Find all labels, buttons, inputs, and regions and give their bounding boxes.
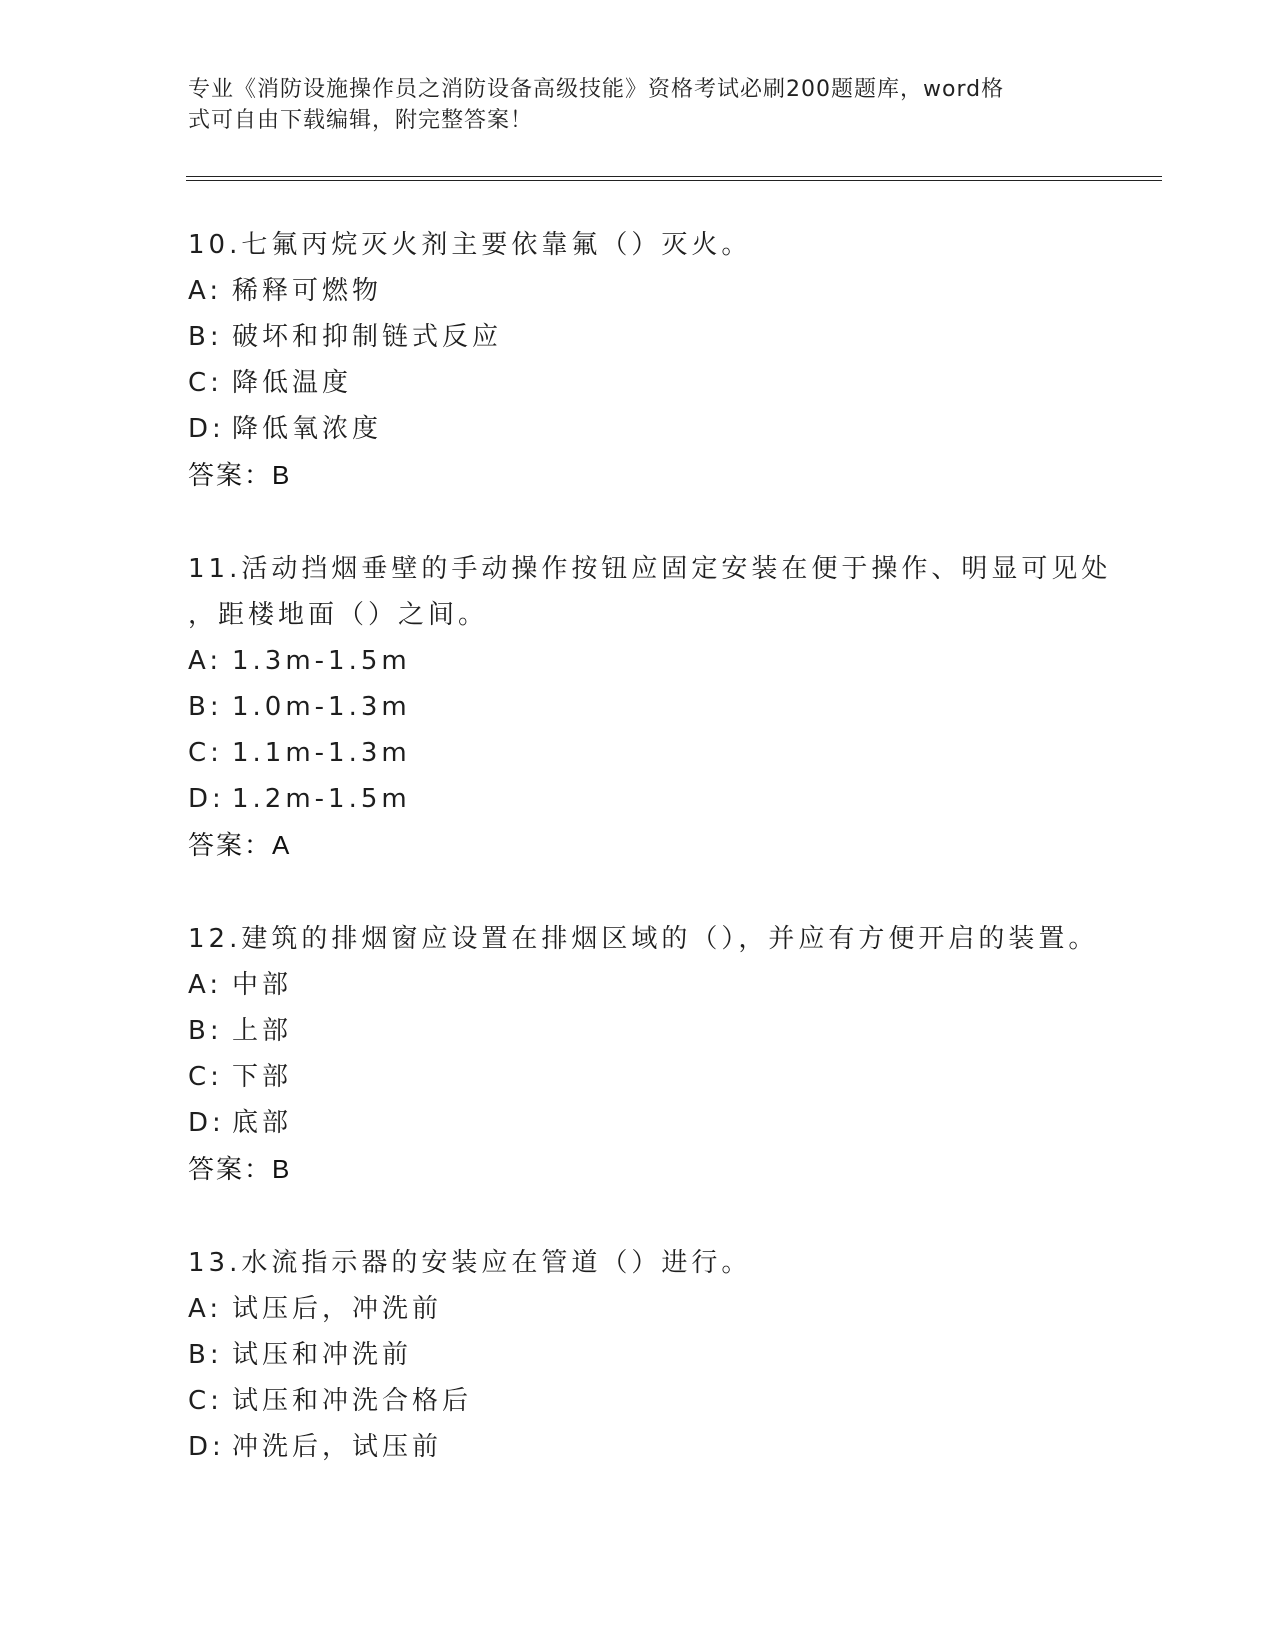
option-key: A:	[188, 970, 223, 1000]
option-c	[188, 1378, 1088, 1424]
option-key: A:	[188, 646, 223, 676]
option-b	[188, 1332, 1088, 1378]
option-key: A:	[188, 276, 223, 306]
option-text: 试压和冲洗前	[232, 1340, 413, 1370]
option-text: 上部	[232, 1016, 293, 1046]
option-text: 下部	[232, 1062, 293, 1092]
question-block-12	[188, 916, 1099, 1192]
option-key: A:	[188, 1294, 223, 1324]
option-b	[188, 314, 1088, 360]
option-d	[188, 776, 1088, 822]
question-block-11	[188, 546, 1112, 868]
option-text: 破坏和抑制链式反应	[232, 322, 503, 352]
option-c	[188, 360, 1088, 406]
option-c	[188, 1054, 1088, 1100]
option-text: 降低氧浓度	[232, 414, 383, 444]
option-a	[188, 962, 1088, 1008]
document-header	[188, 74, 1068, 136]
option-text: 1.2m-1.5m	[232, 784, 411, 814]
option-text: 试压和冲洗合格后	[232, 1386, 473, 1416]
option-key: C:	[188, 1386, 223, 1416]
option-key: C:	[188, 1062, 223, 1092]
option-text: 1.0m-1.3m	[232, 692, 411, 722]
option-c	[188, 730, 1088, 776]
option-key: B:	[188, 1340, 223, 1370]
question-stem: 11.活动挡烟垂壁的手动操作按钮应固定安装在便于操作、明显可见处	[188, 554, 1112, 584]
header-line-2: 式可自由下载编辑，附完整答案！	[188, 108, 534, 133]
question-block-13	[188, 1240, 1088, 1470]
option-text: 中部	[232, 970, 293, 1000]
option-key: D:	[188, 1432, 225, 1462]
question-stem: 10.七氟丙烷灭火剂主要依靠氟（）灭火。	[188, 230, 752, 260]
option-text: 1.3m-1.5m	[232, 646, 411, 676]
option-b	[188, 1008, 1088, 1054]
question-stem: 13.水流指示器的安装应在管道（）进行。	[188, 1248, 752, 1278]
option-key: C:	[188, 368, 223, 398]
option-d	[188, 1100, 1088, 1146]
option-text: 试压后，冲洗前	[232, 1294, 443, 1324]
option-key: D:	[188, 414, 225, 444]
option-d	[188, 1424, 1088, 1470]
option-text: 冲洗后，试压前	[232, 1432, 443, 1462]
option-key: C:	[188, 738, 223, 768]
option-b	[188, 684, 1088, 730]
question-stem-continued: ，距楼地面（）之间。	[188, 600, 489, 630]
header-divider	[186, 176, 1162, 181]
option-key: B:	[188, 322, 223, 352]
question-stem: 12.建筑的排烟窗应设置在排烟区域的（），并应有方便开启的装置。	[188, 924, 1099, 954]
option-text: 底部	[232, 1108, 293, 1138]
question-block-10	[188, 222, 1088, 498]
option-a	[188, 638, 1088, 684]
option-a	[188, 268, 1088, 314]
option-a	[188, 1286, 1088, 1332]
answer-text: 答案：B	[188, 1154, 292, 1184]
option-text: 1.1m-1.3m	[232, 738, 411, 768]
option-text: 降低温度	[232, 368, 353, 398]
answer-text: 答案：A	[188, 830, 292, 860]
option-text: 稀释可燃物	[232, 276, 383, 306]
option-key: D:	[188, 1108, 225, 1138]
header-line-1: 专业《消防设施操作员之消防设备高级技能》资格考试必刷200题题库，word格	[188, 77, 1005, 102]
option-d	[188, 406, 1088, 452]
answer-text: 答案：B	[188, 460, 292, 490]
option-key: B:	[188, 1016, 223, 1046]
option-key: D:	[188, 784, 225, 814]
option-key: B:	[188, 692, 223, 722]
